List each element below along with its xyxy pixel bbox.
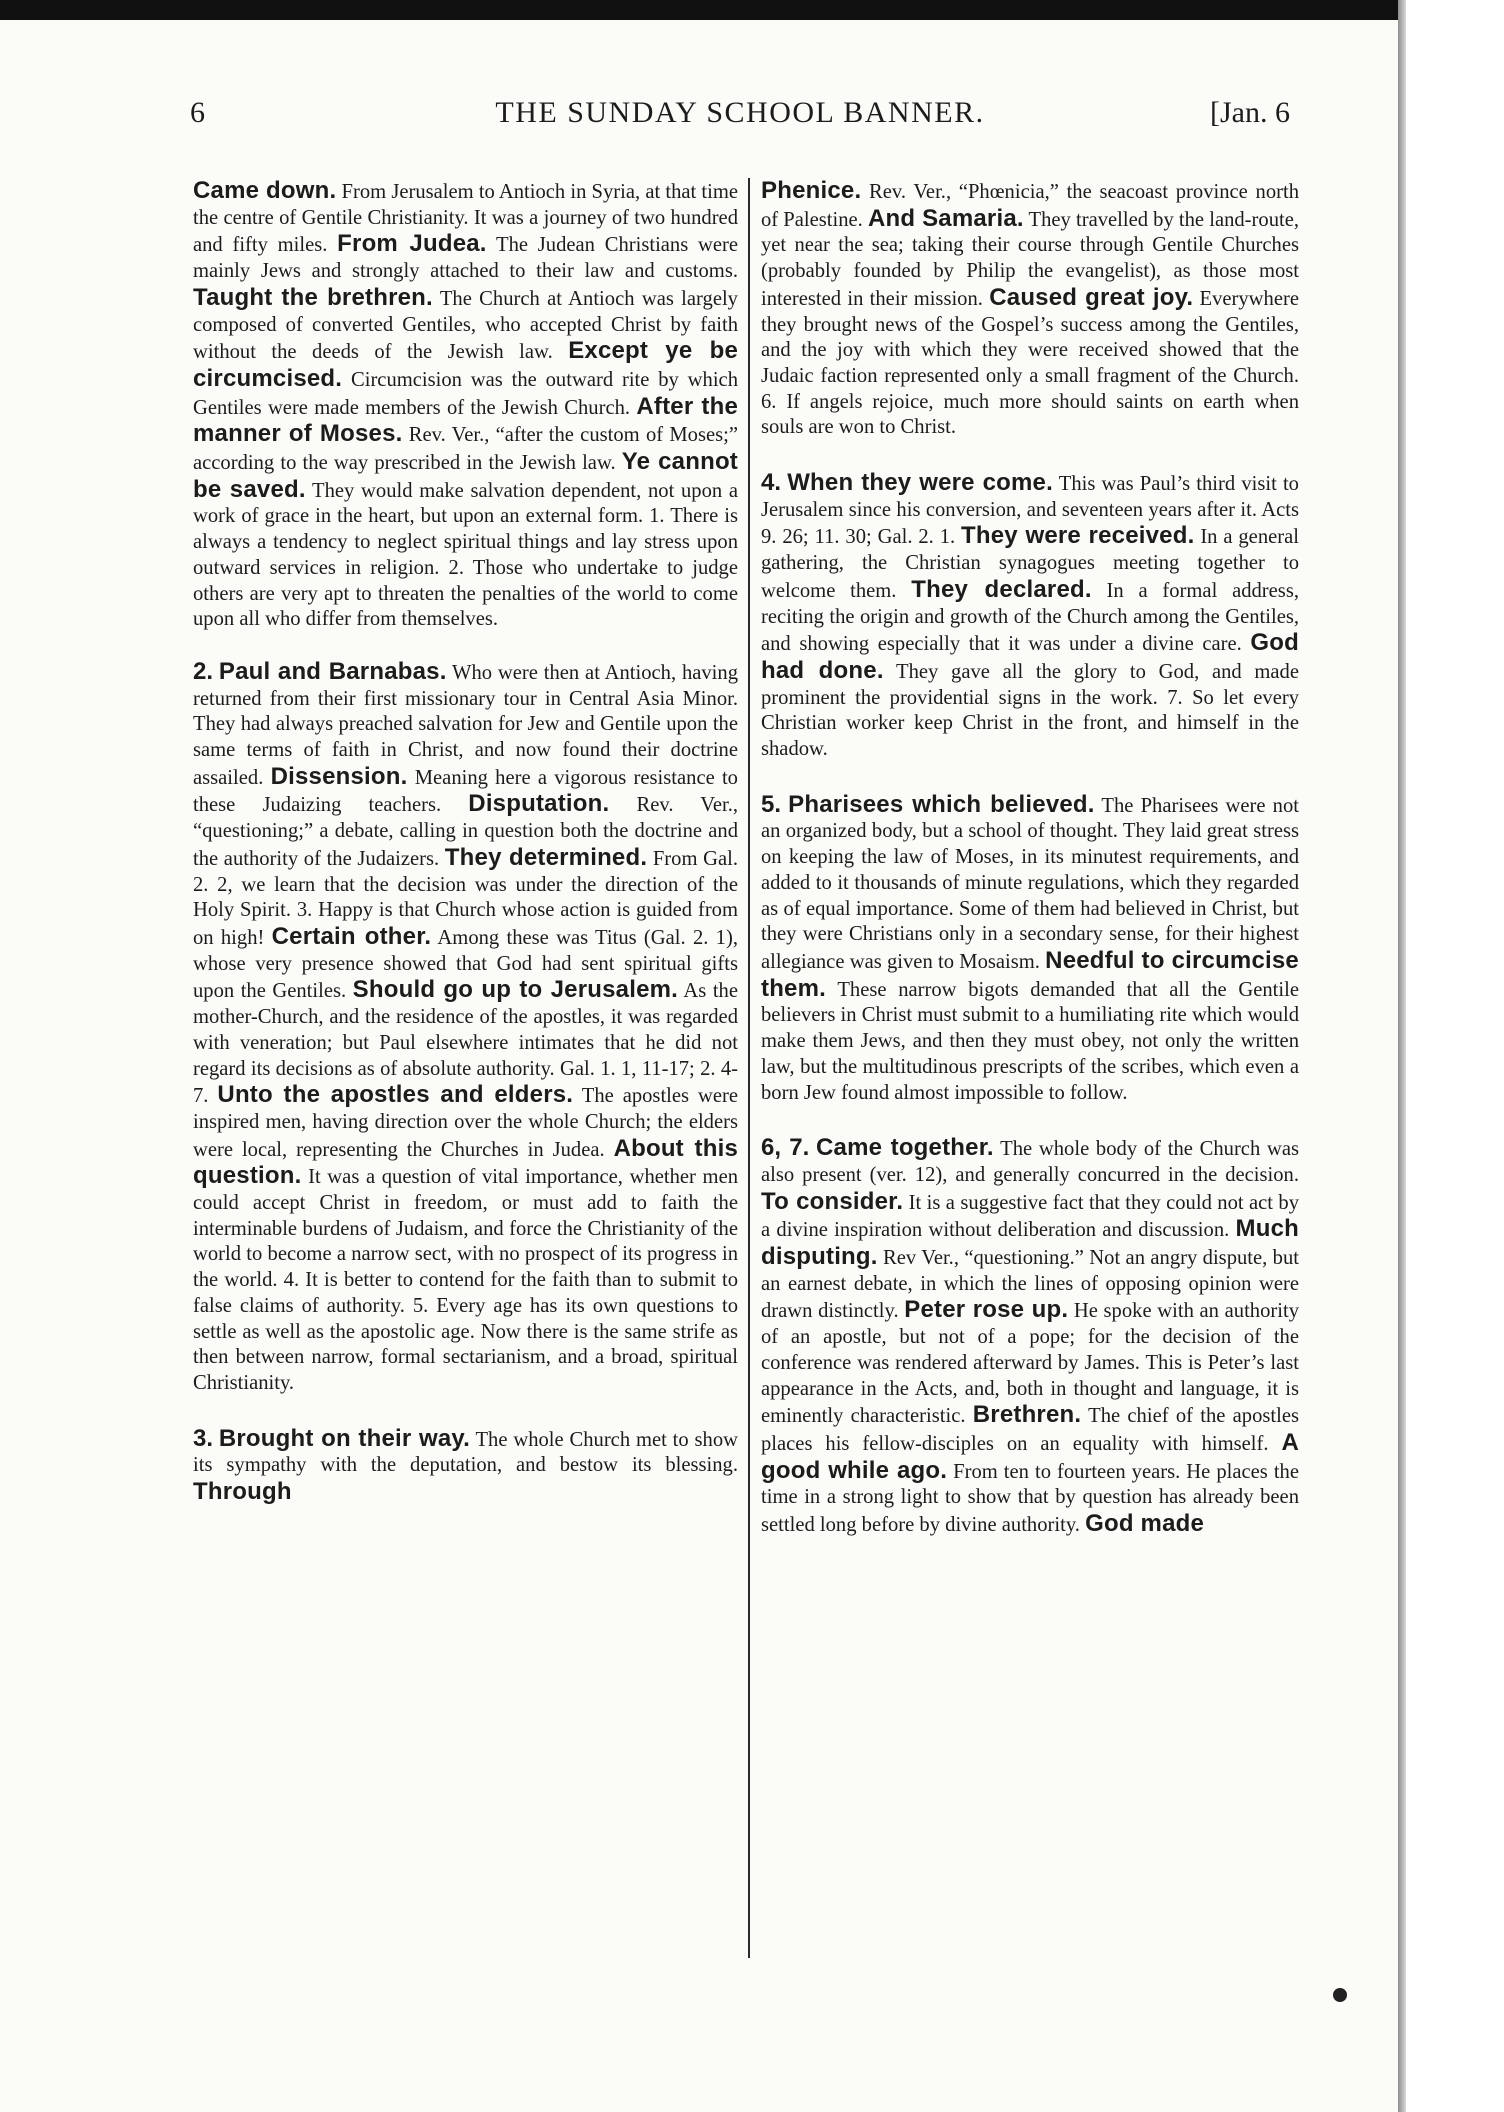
headword: After the manner of Moses. — [193, 392, 738, 448]
commentary-paragraph-3 — [761, 792, 1299, 1106]
commentary-text: They would make salvation dependent, not upon a work of grace in the heart, but upon an external form. 1. There is always a tendency to neglect spiritual things and lay stress upon outward services in religion. 2. Those who undertake to judge others are very apt to threaten the penalties of the world to come upon all who differ from themselves. — [193, 479, 738, 631]
headword: Needful to circumcise them. — [761, 946, 1299, 1002]
commentary-paragraph-3 — [193, 1426, 738, 1507]
commentary-paragraph-4 — [761, 1135, 1299, 1539]
headword: Came together. — [816, 1134, 994, 1162]
headword: Brought on their way. — [218, 1424, 471, 1452]
commentary-text: Among these was Titus (Gal. 2. 1), whose very presence showed that God had sent spiritual gifts upon the Gentiles. — [193, 926, 738, 1003]
verse-number: 3. — [193, 1424, 214, 1452]
commentary-text: The apostles were inspired men, having direction over the whole Church; the elders were local, representing the Churches in Judea. — [193, 1085, 739, 1161]
commentary-text: From ten to fourteen years. He places the time in a strong light to show that by question has already been settled long before by divine authority. — [761, 1460, 1299, 1537]
commentary-text: In a general gathering, the Christian synagogues meeting together to welcome them. — [761, 526, 1299, 602]
headword: Brethren. — [972, 1401, 1082, 1429]
headword: They determined. — [444, 843, 648, 871]
headword: From Judea. — [337, 230, 487, 258]
column-divider — [748, 178, 750, 1958]
commentary-paragraph-1 — [193, 178, 738, 633]
commentary-text: They travelled by the land-route, yet near the sea; taking their course through Gentile Churches (probably founded by Philip the evangelist), as those most interested in their mission. — [761, 208, 1300, 310]
headword: Peter rose up. — [904, 1296, 1069, 1324]
left-column — [193, 178, 738, 1507]
verse-number: 2. — [193, 657, 214, 685]
page-header — [190, 96, 1290, 136]
commentary-text: From Jerusalem to Antioch in Syria, at that time the centre of Gentile Christianity. It was a journey of two hundred and fifty miles. — [193, 181, 738, 257]
scan-top-edge — [0, 0, 1504, 20]
headword: Taught the brethren. — [193, 283, 433, 311]
headword: Phenice. — [761, 177, 862, 204]
commentary-paragraph-2 — [761, 470, 1299, 763]
commentary-text: The whole body of the Church was also present (ver. 12), and generally concurred in the decision. — [761, 1138, 1299, 1186]
commentary-text: Who were then at Antioch, having returned from their first missionary tour in Central Asia Minor. They had always preached salvation for Jew and Gentile upon the same terms of faith in Christ, and now found their doctrine assailed. — [193, 661, 738, 789]
right-column — [761, 178, 1299, 1539]
commentary-text: The chief of the apostles places his fellow-disciples on an equality with himself. — [761, 1405, 1299, 1455]
ink-spot — [1333, 1988, 1347, 2002]
headword: Much disputing. — [761, 1215, 1299, 1271]
headword: They were received. — [961, 522, 1195, 550]
commentary-text: The whole Church met to show its sympathy with the deputation, and bestow its blessing. — [193, 1428, 738, 1477]
headword: Paul and Barnabas. — [218, 657, 447, 685]
commentary-text: Rev. Ver., “questioning;” a debate, calling in question both the doctrine and the authority of the Judaizers. — [193, 794, 738, 870]
verse-number: 5. — [761, 790, 782, 818]
commentary-paragraph-2 — [193, 659, 738, 1397]
commentary-text: It was a question of vital importance, whether men could accept Christ in freedom, or must add to faith the interminable burdens of Judaism, and force the Christianity of the world to become a narrow sect, with no prospect of its progress in the world. 4. It is better to contend for the faith than to submit to false claims of authority. 5. Every age has its own questions to settle as well as the apostolic age. Now there is the same strife as then between narrow, formal sectarianism, and a broad, spiritual Christianity. — [193, 1166, 738, 1394]
publication-title: THE SUNDAY SCHOOL BANNER. — [495, 96, 985, 129]
commentary-text: He spoke with an authority of an apostle, but not of a pope; for the decision of the conference was rendered afterward by James. This is Peter’s last appearance in the Acts, and, both in thought and language, it is eminently characteristic. — [761, 1300, 1300, 1428]
headword: Certain other. — [271, 922, 432, 950]
headword: They declared. — [911, 575, 1092, 603]
headword: Caused great joy. — [989, 283, 1194, 311]
issue-date: [Jan. 6 — [1210, 96, 1290, 129]
commentary-text: Meaning here a vigorous resistance to these Judaizing teachers. — [193, 766, 738, 817]
commentary-text: They gave all the glory to God, and made prominent the providential signs in the work. 7. So let every Christian worker keep Christ in the front, and himself in the shadow. — [761, 660, 1299, 761]
commentary-text: Rev. Ver., “after the custom of Moses;” according to the way prescribed in the Jewish law. — [193, 424, 738, 475]
commentary-text: These narrow bigots demanded that all the Gentile believers in Christ must submit to a humiliating rite which would make them Jews, and then they must obey, not only the written law, but the multitudinous prescripts of the scribes, which even a born Jew found almost impossible to follow. — [761, 978, 1299, 1104]
headword: A good while ago. — [761, 1428, 1299, 1484]
commentary-text: The Church at Antioch was largely composed of converted Gentiles, who accepted Christ by faith without the deeds of the Jewish law. — [193, 287, 738, 364]
headword: Dissension. — [270, 762, 408, 790]
headword: When they were come. — [787, 469, 1053, 497]
scan-right-margin — [1398, 0, 1504, 2112]
headword: Except ye be circumcised. — [193, 337, 738, 392]
headword: About this question. — [193, 1134, 738, 1190]
headword: To consider. — [761, 1187, 904, 1215]
commentary-text: Circumcision was the outward rite by which Gentiles were made members of the Jewish Church. — [193, 368, 738, 419]
commentary-text: Rev Ver., “questioning.” Not an angry dispute, but an earnest debate, in which the lines of opposing opinion were drawn distinctly. — [761, 1247, 1299, 1323]
commentary-text: It is a suggestive fact that they could not act by a divine inspiration without deliberation and discussion. — [761, 1191, 1300, 1242]
commentary-text: The Pharisees were not an organized body, but a school of thought. They laid great stress on keeping the law of Moses, in its minutest requirements, and added to it thousands of minute regulations, which they regarded as of equal importance. Some of them had believed in Christ, but they were Christians only in a secondary sense, for their highest allegiance was given to Mosaism. — [761, 794, 1299, 973]
headword: Came down. — [193, 177, 337, 204]
commentary-text: The Judean Christians were mainly Jews and strongly attached to their law and customs. — [193, 234, 738, 283]
headword: And Samaria. — [867, 204, 1024, 232]
headword: Unto the apostles and elders. — [217, 1081, 574, 1109]
page-fold-shadow — [1398, 0, 1406, 2112]
headword: God had done. — [761, 629, 1299, 684]
headword: Through — [193, 1478, 292, 1506]
commentary-text: In a formal address, reciting the origin and growth of the Church among the Gentiles, and showing especially that it was under a divine care. — [761, 579, 1299, 656]
page-number: 6 — [190, 96, 205, 129]
headword: Disputation. — [468, 790, 610, 818]
commentary-paragraph-1 — [761, 178, 1299, 441]
commentary-text: This was Paul’s third visit to Jerusalem since his conversion, and seventeen years after it. Acts 9. 26; 11. 30; Gal. 2. 1. — [761, 473, 1299, 549]
headword: Pharisees which believed. — [788, 790, 1095, 818]
commentary-text: As the mother-Church, and the residence of the apostles, it was regarded with veneration; but Paul elsewhere intimates that he did not regard its decisions as of absolute authority. Gal. 1. 1, 11-17; 2. 4-7. — [193, 980, 738, 1108]
verse-number: 4. — [761, 469, 782, 497]
verse-number: 6, 7. — [761, 1134, 810, 1162]
commentary-text: Rev. Ver., “Phœnicia,” the seacoast province north of Palestine. — [761, 181, 1299, 231]
headword: God made — [1085, 1510, 1205, 1538]
headword: Should go up to Jerusalem. — [352, 976, 679, 1004]
headword: Ye cannot be saved. — [193, 448, 738, 503]
commentary-text: Everywhere they brought news of the Gospel’s success among the Gentiles, and the joy with which they were received showed that the Judaic faction represented only a small fragment of the Church. 6. If angels rejoice, much more should saints on earth when souls are won to Christ. — [761, 287, 1299, 439]
commentary-text: From Gal. 2. 2, we learn that the decision was under the direction of the Holy Spirit. 3. Happy is that Church whose action is guided from on high! — [193, 847, 738, 949]
